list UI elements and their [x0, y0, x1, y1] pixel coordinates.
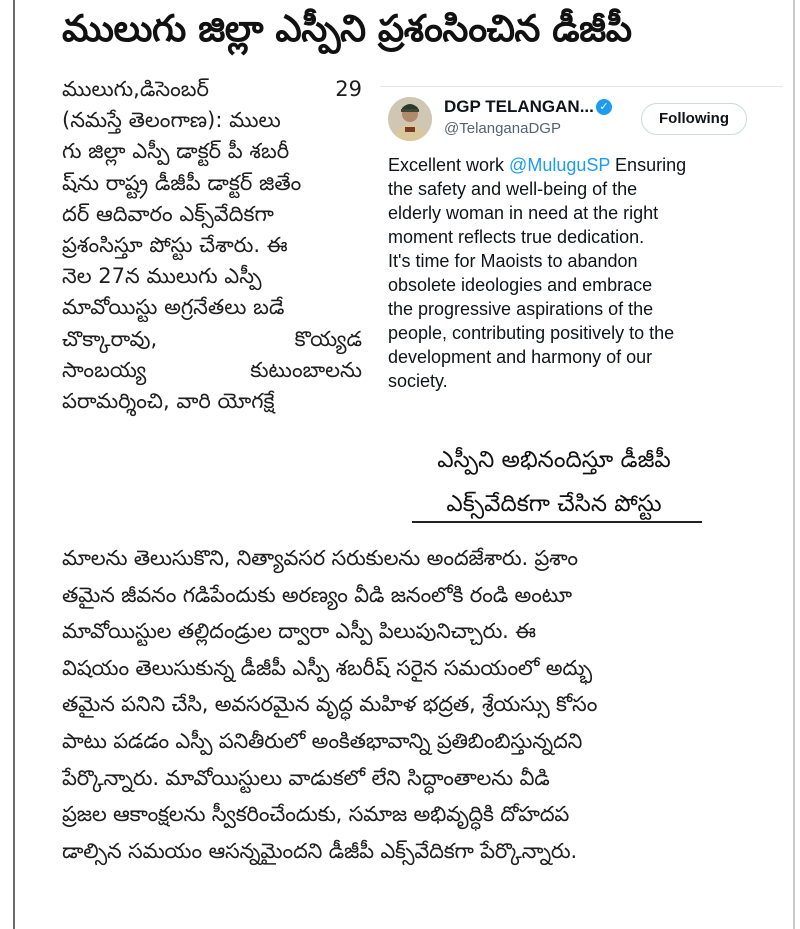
body-line: తమైన జీవనం గడిపేందుకు అరణ్యం వీడి జనంలోకి రండి అంటూ	[62, 582, 572, 607]
lead-line	[62, 324, 362, 355]
column-rule-left	[13, 0, 15, 929]
lead-line	[62, 230, 362, 261]
tweet-line	[388, 345, 780, 369]
tweet-text-segment: It's time for Maoists to abandon	[388, 251, 638, 271]
lead-text: నెల 27న ములుగు ఎస్పీ	[62, 264, 262, 289]
tweet-text-segment: Ensuring	[610, 155, 687, 175]
body-paragraph	[62, 540, 777, 869]
lead-line	[62, 355, 362, 386]
lead-line	[62, 292, 362, 323]
tweet-line	[388, 201, 780, 225]
column-rule-right	[793, 0, 795, 929]
tweet-text-segment: elderly woman in need at the right	[388, 203, 659, 223]
lead-text: 29	[335, 77, 362, 101]
tweet-text-segment: people, contributing positively to the	[388, 323, 675, 343]
lead-text: ప్రశంసిస్తూ పోస్టు చేశారు. ఈ	[62, 232, 288, 257]
caption-line: ఎస్పీని అభినందిస్తూ డీజీపీ	[437, 447, 671, 473]
lead-line	[62, 136, 362, 167]
tweet-text-segment: development and harmony of our	[388, 347, 653, 367]
image-caption	[404, 438, 704, 526]
body-line: ప్రజల ఆకాంక్షలను స్వీకరించేందుకు, సమాజ అభివృద్ధికి దోహదప	[62, 802, 570, 827]
lead-text: దర్ ఆదివారం ఎక్స్‌వేదికగా	[62, 201, 274, 226]
tweet-handle[interactable]: @TelanganaDGP	[444, 120, 561, 137]
mention-link[interactable]: @MuluguSP	[509, 155, 611, 175]
body-line: మాలను తెలుసుకొని, నిత్యావసర సరుకులను అందజేశారు. ప్రశాం	[62, 546, 578, 570]
headline: ములుగు జిల్లా ఎస్పీని ప్రశంసించిన డీజీపీ	[62, 7, 632, 50]
lead-line	[62, 261, 362, 292]
tweet-line	[388, 297, 780, 321]
profile-avatar[interactable]	[388, 97, 432, 141]
body-line: డాల్సిన సమయం ఆసన్నమైందని డీజీపీ ఎక్స్‌వేదికగా పేర్కొన్నారు.	[62, 838, 577, 863]
tweet-line	[388, 177, 780, 201]
lead-text: గు జిల్లా ఎస్పీ డాక్టర్ పీ శబరీ	[62, 139, 290, 164]
lead-text: మావోయిస్టు అగ్రనేతలు బడే	[62, 295, 285, 320]
tweet-text	[388, 153, 780, 393]
lead-text: కొయ్యడ	[294, 326, 362, 351]
lead-paragraph	[62, 74, 362, 417]
tweet-line	[388, 321, 780, 345]
body-line: పాటు పడడం ఎస్పీ పనితీరులో అంకితభావాన్ని ప్రతిబింబిస్తున్నదని	[62, 728, 583, 753]
body-line: విషయం తెలుసుకున్న డీజీపీ ఎస్పీ శబరీష్ సరైన సమయంలో అద్భు	[62, 655, 593, 680]
embedded-tweet[interactable]	[380, 86, 782, 427]
body-line: మావోయిస్టుల తల్లిదండ్రుల ద్వారా ఎస్పీ పిలుపునిచ్చారు. ఈ	[62, 619, 536, 644]
tweet-display-name[interactable]: DGP TELANGAN...	[444, 97, 594, 116]
caption-underline	[412, 521, 702, 523]
lead-text: పరామర్శించి, వారి యోగక్షే	[62, 388, 275, 413]
body-line: తమైన పనిని చేసి, అవసరమైన వృద్ధ మహిళ భద్రత, శ్రేయస్సు కోసం	[62, 692, 598, 717]
lead-line	[62, 386, 362, 417]
lead-text: చొక్కారావు,	[62, 326, 158, 351]
tweet-line	[388, 273, 780, 297]
tweet-text-segment: obsolete ideologies and embrace	[388, 275, 653, 295]
lead-text: ష్‌ను రాష్ట్ర డీజీపీ డాక్టర్ జితేం	[62, 170, 302, 195]
tweet-line	[388, 153, 780, 177]
lead-line	[62, 74, 362, 105]
lead-text: (నమస్తే తెలంగాణ): ములు	[62, 108, 281, 133]
tweet-text-segment: the safety and well-being of the	[388, 179, 638, 199]
lead-text: కుటుంబాలను	[250, 357, 362, 382]
lead-text: సాంబయ్య	[62, 357, 147, 382]
body-line: పేర్కొన్నారు. మావోయిస్టులు వాడుకలో లేని సిద్ధాంతాలను వీడి	[62, 765, 550, 790]
tweet-line	[388, 369, 780, 393]
lead-text: ములుగు,డిసెంబర్	[62, 77, 209, 101]
tweet-text-segment: moment reflects true dedication.	[388, 227, 645, 247]
tweet-text-segment: Excellent work	[388, 155, 510, 175]
lead-line	[62, 199, 362, 230]
tweet-line	[388, 225, 780, 249]
tweet-line	[388, 249, 780, 273]
lead-line	[62, 105, 362, 136]
caption-line: ఎక్స్‌వేదికగా చేసిన పోస్టు	[446, 491, 662, 517]
following-button[interactable]: Following	[641, 103, 747, 135]
lead-line	[62, 168, 362, 199]
tweet-text-segment: society.	[388, 371, 448, 391]
verified-badge-icon: ✓	[596, 99, 612, 115]
tweet-text-segment: the progressive aspirations of the	[388, 299, 654, 319]
